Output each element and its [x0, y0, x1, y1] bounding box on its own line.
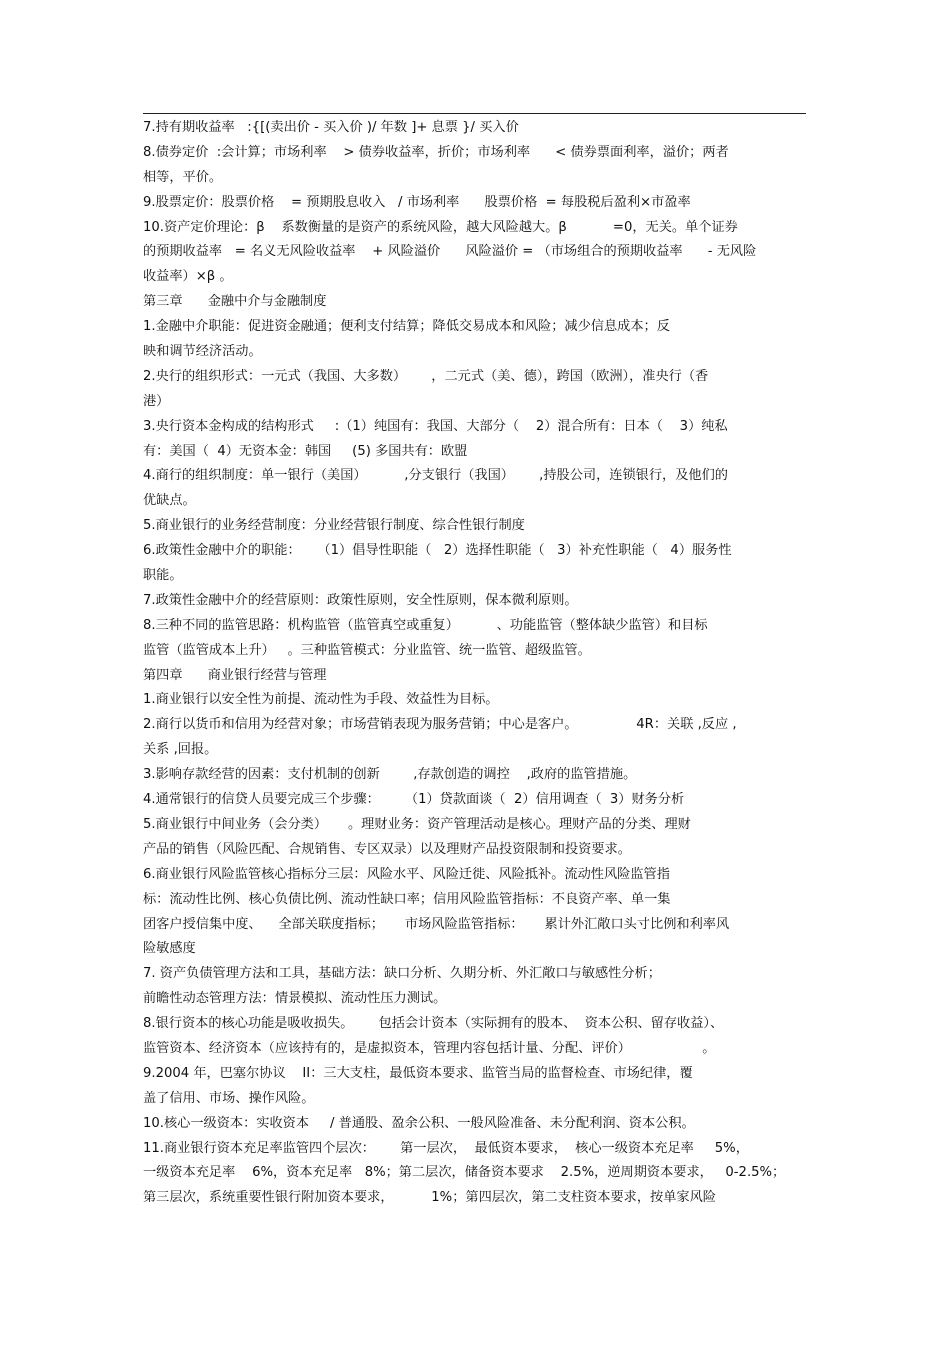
- text-line: 2.央行的组织形式：一元式（我国、大多数） ，二元式（美、德），跨国（欧洲），准央行（香: [143, 368, 709, 384]
- text-line: 标：流动性比例、核心负债比例、流动性缺口率；信用风险监管指标：不良资产率、单一集: [143, 891, 671, 907]
- text-line: 4.通常银行的信贷人员要完成三个步骤： （1）贷款面谈（ 2）信用调查（ 3）财务分析: [143, 792, 685, 808]
- text-line: 9.股票定价：股票价格 = 预期股息收入 / 市场利率 股票价格 = 每股税后盈利×市盈率: [143, 194, 691, 210]
- header-rule: [143, 113, 806, 114]
- document-body: [143, 116, 815, 1211]
- text-line: 的预期收益率 = 名义无风险收益率 + 风险溢价 风险溢价 = （市场组合的预期收益率 - 无风险: [143, 244, 757, 260]
- text-line: 港）: [143, 393, 170, 409]
- text-line: 盖了信用、市场、操作风险。: [143, 1090, 315, 1106]
- text-line: 监管（监管成本上升） 。三种监管模式：分业监管、统一监管、超级监管。: [143, 642, 591, 658]
- text-line: 产品的销售（风险匹配、合规销售、专区双录）以及理财产品投资限制和投资要求。: [143, 841, 631, 857]
- text-line: 收益率）×β 。: [143, 269, 233, 285]
- text-line: 关系 ,回报。: [143, 742, 218, 758]
- text-line: 有：美国（ 4）无资本金：韩国 (5) 多国共有：欧盟: [143, 443, 468, 459]
- text-line: 第三层次，系统重要性银行附加资本要求， 1%；第四层次，第二支柱资本要求，按单家风险: [143, 1190, 716, 1206]
- text-line: 险敏感度: [143, 941, 196, 957]
- text-line: 6.政策性金融中介的职能： （1）倡导性职能（ 2）选择性职能（ 3）补充性职能（ 4）服务性: [143, 543, 732, 559]
- text-line: 10.资产定价理论：β 系数衡量的是资产的系统风险，越大风险越大。β =0，无关。单个证券: [143, 219, 738, 235]
- text-line: 第三章 金融中介与金融制度: [143, 294, 327, 310]
- text-line: 10.核心一级资本：实收资本 / 普通股、盈余公积、一般风险准备、未分配利润、资本公积。: [143, 1115, 695, 1131]
- text-line: 8.三种不同的监管思路：机构监管（监管真空或重复） 、功能监管（整体缺少监管）和目标: [143, 617, 708, 633]
- text-line: 7.政策性金融中介的经营原则：政策性原则，安全性原则，保本微利原则。: [143, 592, 578, 608]
- text-line: 映和调节经济活动。: [143, 344, 262, 360]
- text-line: 8.银行资本的核心功能是吸收损失。 包括会计资本（实际拥有的股本、 资本公积、留存收益）、: [143, 1016, 724, 1032]
- text-line: 8.债券定价 :会计算；市场利率 > 债券收益率，折价；市场利率 < 债券票面利率，溢价；两者: [143, 144, 729, 160]
- text-line: 4.商行的组织制度：单一银行（美国） ,分支银行（我国） ,持股公司，连锁银行，及他们的: [143, 468, 728, 484]
- text-line: 1.金融中介职能：促进资金融通；便利支付结算；降低交易成本和风险；减少信息成本；反: [143, 319, 670, 335]
- text-line: 6.商业银行风险监管核心指标分三层：风险水平、风险迁徙、风险抵补。流动性风险监管指: [143, 866, 670, 882]
- text-line: 7.持有期收益率 :{[(卖出价 - 买入价 )/ 年数 ]+ 息票 }/ 买入价: [143, 120, 519, 135]
- text-line: 团客户授信集中度、 全部关联度指标； 市场风险监管指标： 累计外汇敞口头寸比例和利率风: [143, 916, 730, 932]
- text-line: 第四章 商业银行经营与管理: [143, 667, 327, 683]
- text-line: 5.商业银行中间业务（会分类） 。理财业务：资产管理活动是核心。理财产品的分类、理财: [143, 816, 691, 832]
- text-line: 优缺点。: [143, 493, 196, 509]
- text-line: 监管资本、经济资本（应该持有的，是虚拟资本，管理内容包括计量、分配、评价） 。: [143, 1040, 716, 1056]
- text-line: 职能。: [143, 568, 183, 584]
- text-line: 7. 资产负债管理方法和工具，基础方法：缺口分析、久期分析、外汇敞口与敏感性分析；: [143, 966, 661, 982]
- text-line: 9.2004 年，巴塞尔协议 II：三大支柱，最低资本要求、监管当局的监督检查、市场纪律，覆: [143, 1065, 693, 1081]
- text-line: 3.央行资本金构成的结构形式 :（1）纯国有：我国、大部分（ 2）混合所有：日本（ 3）纯私: [143, 418, 728, 434]
- text-line: 5.商业银行的业务经营制度：分业经营银行制度、综合性银行制度: [143, 518, 525, 534]
- text-line: 1.商业银行以安全性为前提、流动性为手段、效益性为目标。: [143, 692, 499, 708]
- text-line: 一级资本充足率 6%，资本充足率 8%；第二层次，储备资本要求 2.5%，逆周期资本要求， 0-2.5%；: [143, 1165, 786, 1181]
- text-line: 3.影响存款经营的因素：支付机制的创新 ,存款创造的调控 ,政府的监管措施。: [143, 767, 637, 783]
- text-line: 2.商行以货币和信用为经营对象；市场营销表现为服务营销；中心是客户。 4R：关联 ,反应 ,: [143, 717, 737, 733]
- text-line: 相等，平价。: [143, 169, 223, 185]
- text-line: 前瞻性动态管理方法：情景模拟、流动性压力测试。: [143, 991, 447, 1007]
- text-line: 11.商业银行资本充足率监管四个层次： 第一层次， 最低资本要求， 核心一级资本充足率 5%，: [143, 1140, 749, 1156]
